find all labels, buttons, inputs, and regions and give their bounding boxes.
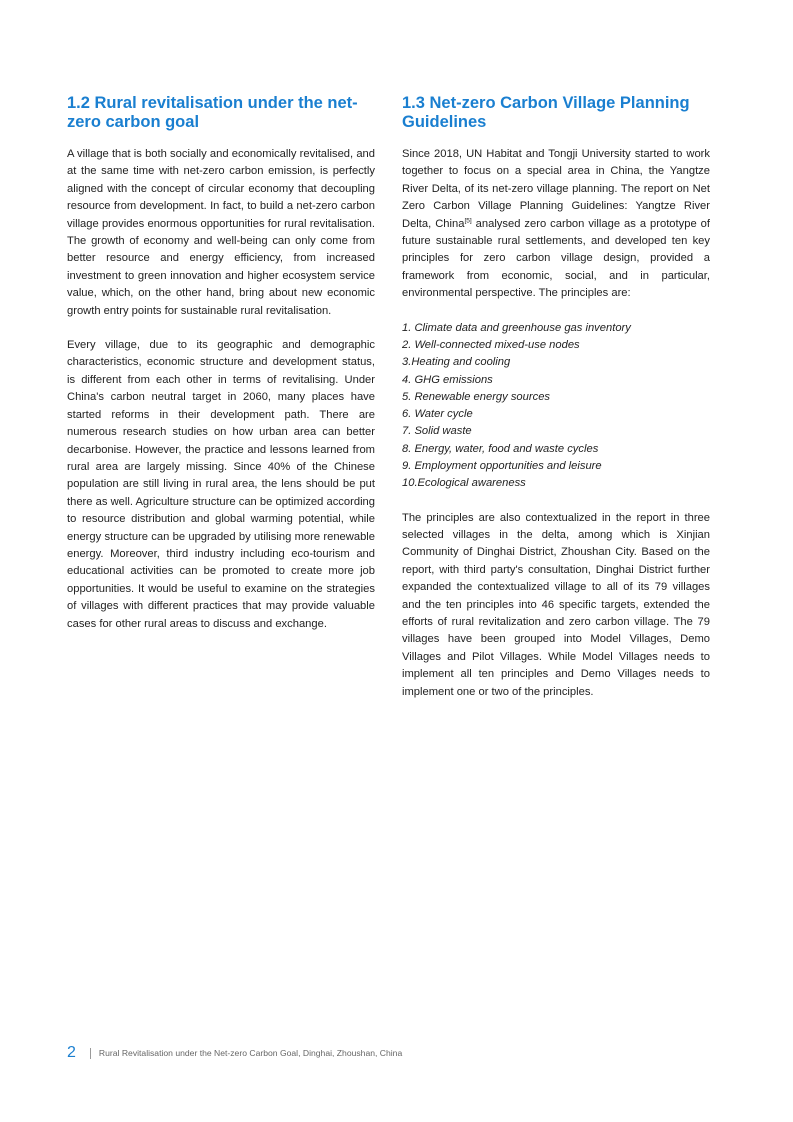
list-item: 3.Heating and cooling <box>402 356 511 369</box>
page-number: 2 <box>67 1044 76 1061</box>
paragraph-village-differences: Every village, due to its geographic and demographic characteristics, economic structure and development status, is different from each other in terms of revitalising. Under China's carbon neutral target in 2060, many places have started reforms in their development path. There are numerous research studies on how urban area can better decarbonise. However, the practice and lessons learned from rural area are largely missing. Since 40% of the Chinese population are still living in rural area, the lens should be put there as well. Agriculture structure can be optimized according to resource distribution and global warming potential, while energy structure can be upgraded by utilising more renewable energy. Moreover, third industry including eco-tourism and educational activities can be promoted to create more job opportunities. It would be useful to examine on the strategies of villages with different practices that may provide valuable cases for other rural areas to discuss and exchange. <box>67 339 375 630</box>
section-heading-rural-revitalisation: 1.2 Rural revitalisation under the net-zero carbon goal <box>67 94 358 131</box>
paragraph-circular-economy: A village that is both socially and economically revitalised, and at the same time with net-zero carbon emission, is perfectly aligned with the concept of circular economy that decoupling resource from development. In fact, to build a net-zero carbon village provides enormous opportunities for rural revitalisation. The growth of economy and well-being can only come from better resource and energy efficiency, from increased investment to green innovation and higher ecosystem service value, which, on the other hand, bring about new economic growth entry points for sustainable rural revitalisation. <box>67 148 375 317</box>
intro-text-after-ref: analysed zero carbon village as a prototype of future sustainable rural settlements, and developed ten key principles for zero carbon village design, provided a framework from economic, social, and in particular, environmental perspective. The principles are: <box>402 217 710 300</box>
intro-text-before-ref: Since 2018, UN Habitat and Tongji University started to work together to focus on a special area in China, the Yangtze River Delta, of its net-zero village planning. The report on Net Zero Carbon Village Planning Guidelines: Yangtze River Delta, China <box>402 148 710 230</box>
paragraph-contextualized-villages: The principles are also contextualized in the report in three selected villages in the delta, among which is Xinjian Community of Dinghai District, Zhoushan City. Based on the report, with third party's consultation, Dinghai District further expanded the contextualized village to all of its 79 villages and the ten principles into 46 specific targets, extended the efforts of rural revitalization and zero carbon village. The 79 villages have been grouped into Model Villages, Demo Villages and Pilot Villages. While Model Villages needs to implement all ten principles and Demo Villages needs to implement one or two of the principles. <box>402 511 710 698</box>
list-item: 8. Energy, water, food and waste cycles <box>402 442 599 455</box>
list-item: 10.Ecological awareness <box>402 477 526 490</box>
list-item: 2. Well-connected mixed-use nodes <box>402 338 580 351</box>
list-item: 4. GHG emissions <box>402 373 493 386</box>
footer-title: Rural Revitalisation under the Net-zero Carbon Goal, Dinghai, Zhoushan, China <box>98 1048 403 1058</box>
list-item: 6. Water cycle <box>402 408 473 421</box>
footer-divider <box>90 1048 91 1059</box>
paragraph-guidelines-intro <box>402 146 710 303</box>
list-item: 1. Climate data and greenhouse gas inventory <box>402 321 631 334</box>
left-column <box>67 94 375 650</box>
reference-marker: [5] <box>464 216 472 224</box>
section-heading-planning-guidelines: 1.3 Net-zero Carbon Village Planning Guidelines <box>402 94 690 131</box>
list-item: 5. Renewable energy sources <box>402 390 551 403</box>
list-item: 9. Employment opportunities and leisure <box>402 460 602 473</box>
page-footer <box>67 1043 402 1063</box>
principles-list <box>402 320 710 493</box>
right-column <box>402 94 710 718</box>
list-item: 7. Solid waste <box>402 425 472 438</box>
